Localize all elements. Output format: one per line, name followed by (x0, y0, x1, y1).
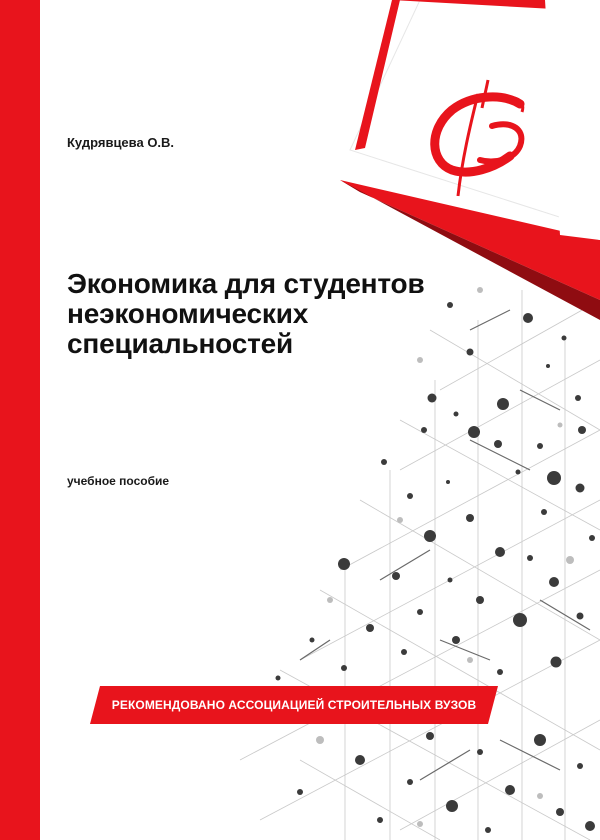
author-name: Кудрявцева О.В. (67, 135, 175, 150)
book-subtitle: учебное пособие (67, 474, 170, 488)
title-line: неэкономических (67, 298, 309, 329)
book-title (67, 269, 527, 359)
recommendation-banner-text: РЕКОМЕНДОВАНО АССОЦИАЦИЕЙ СТРОИТЕЛЬНЫХ ВУЗОВ (111, 698, 477, 712)
title-line: специальностей (67, 328, 293, 359)
left-accent-bar (0, 0, 40, 840)
title-line: Экономика для студентов (67, 268, 425, 299)
